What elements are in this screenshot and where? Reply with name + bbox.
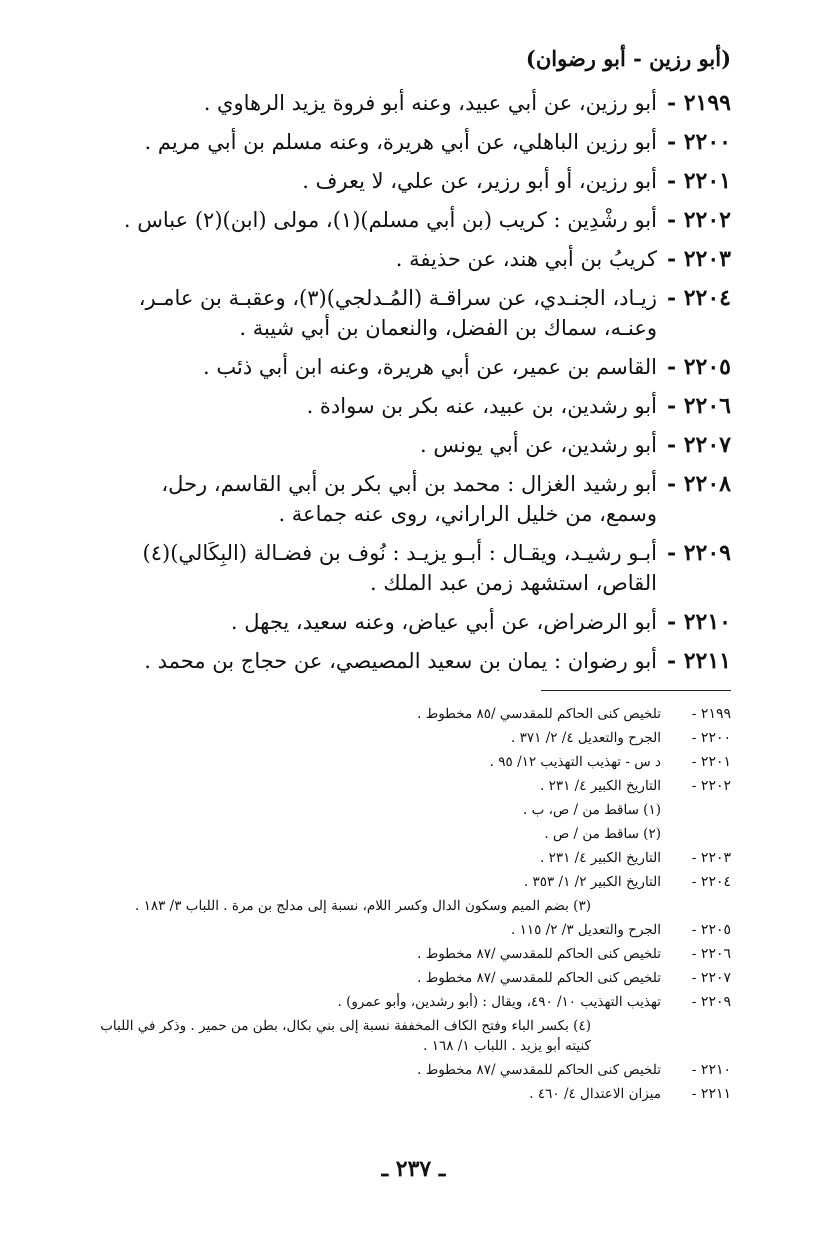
footnote-text: التاريخ الكبير ٢/ ١/ ٣٥٣ . [523, 874, 661, 890]
footnote-number: ٢٢١١ - [691, 1086, 731, 1102]
footnote-2211 [99, 1084, 731, 1104]
entry-2200 [101, 127, 731, 157]
entry-number: ٢٢٠٧ - [666, 432, 731, 458]
entry-number: ٢٢٠٢ - [666, 207, 731, 233]
entry-2208 [101, 469, 731, 529]
entry-number: ٢٢٠٩ - [666, 540, 731, 566]
entry-text: القاسم بن عمير، عن أبي هريرة، وعنه ابن أبي ذئب . [203, 355, 657, 379]
footnote-2199 [99, 704, 731, 724]
entry-number: ٢٢١٠ - [666, 609, 731, 635]
footnote-number: ٢٢٠١ - [691, 754, 731, 770]
entry-2204 [101, 283, 731, 343]
footnote-2210 [99, 1060, 731, 1080]
entry-number: ٢٢٠٣ - [666, 246, 731, 272]
entry-number: ٢٢٠٨ - [666, 471, 731, 497]
entry-text: أبو رشدين، بن عبيد، عنه بكر بن سوادة . [306, 394, 657, 418]
footnote-number: ٢٢٠٩ - [691, 994, 731, 1010]
entry-number: ٢١٩٩ - [666, 90, 731, 116]
footnote-number: ٢٢٠٠ - [691, 730, 731, 746]
subnote-3: (٣) بضم الميم وسكون الدال وكسر اللام، نسبة إلى مدلج بن مرة . اللباب ٣/ ١٨٣ . [135, 898, 591, 914]
entry-text: أبـو رشيـد، ويقـال : أبـو يزيـد : نُوف بن فضـالة (البِكَالي)(٤) القاص، استشهد زمن عبد الملك . [142, 541, 657, 595]
footnotes [99, 704, 731, 1108]
footnote-text: التاريخ الكبير ٤/ ٢٣١ . [539, 778, 661, 794]
entries-list [101, 88, 731, 685]
entry-text: أبو رشْدِين : كريب (بن أبي مسلم)(١)، مولى (ابن)(٢) عباس . [123, 208, 657, 232]
footnote-number: ٢٢٠٣ - [691, 850, 731, 866]
entry-number: ٢٢٠٥ - [666, 354, 731, 380]
entry-text: أبو رزين، أو أبو رزير، عن علي، لا يعرف . [302, 169, 657, 193]
footnote-number: ٢٢٠٤ - [691, 874, 731, 890]
footnote-number: ٢٢٠٦ - [691, 946, 731, 962]
entry-text: أبو رشيد الغزال : محمد بن أبي بكر بن أبي القاسم، رحل، وسمع، من خليل الراراني، روى عنه جماعة . [161, 472, 657, 526]
entry-2201 [101, 166, 731, 196]
footnote-text: تلخيص كنى الحاكم للمقدسي /٨٧ مخطوط . [417, 946, 661, 962]
entry-number: ٢٢٠٠ - [666, 129, 731, 155]
entry-2207 [101, 430, 731, 460]
footnote-text: تلخيص كنى الحاكم للمقدسي /٨٧ مخطوط . [417, 970, 661, 986]
entry-text: أبو رزين الباهلي، عن أبي هريرة، وعنه مسلم بن أبي مريم . [144, 130, 657, 154]
entry-2210 [101, 607, 731, 637]
subnote-2: (٢) ساقط من / ص . [544, 826, 661, 842]
footnote-2209 [99, 992, 731, 1012]
entry-text: أبو رشدين، عن أبي يونس . [420, 433, 657, 457]
footnote-text: د س - تهذيب التهذيب ١٢/ ٩٥ . [489, 754, 661, 770]
footnote-text: تلخيص كنى الحاكم للمقدسي /٨٧ مخطوط . [417, 1062, 661, 1078]
footnote-text: ميزان الاعتدال ٤/ ٤٦٠ . [529, 1086, 661, 1102]
entry-2211 [101, 646, 731, 676]
entry-number: ٢٢٠٦ - [666, 393, 731, 419]
footnote-2206 [99, 944, 731, 964]
footnote-2205 [99, 920, 731, 940]
entry-2209 [101, 538, 731, 598]
entry-text: أبو الرضراض، عن أبي عياض، وعنه سعيد، يجهل . [230, 610, 657, 634]
footnote-number: ٢١٩٩ - [691, 706, 731, 722]
entry-2199 [101, 88, 731, 118]
subnote-4: (٤) بكسر الباء وفتح الكاف المخففة نسبة إلى بني بكال، بطن من حمير . وذكر في اللباب كنيته أبو يزيد . اللباب ١/ ١٦٨ . [100, 1018, 591, 1054]
entry-number: ٢٢١١ - [666, 648, 731, 674]
footnote-divider [541, 690, 731, 691]
footnote-2207 [99, 968, 731, 988]
entry-2206 [101, 391, 731, 421]
footnote-2200 [99, 728, 731, 748]
entry-text: أبو رزين، عن أبي عبيد، وعنه أبو فروة يزيد الرهاوي . [203, 91, 657, 115]
footnote-2203 [99, 848, 731, 868]
footnote-number: ٢٢١٠ - [691, 1062, 731, 1078]
footnote-2201 [99, 752, 731, 772]
entry-text: أبو رضوان : يمان بن سعيد المصيصي، عن حجاج بن محمد . [144, 649, 657, 673]
running-header: (أبو رزين - أبو رضوان) [525, 46, 731, 71]
entry-number: ٢٢٠٤ - [666, 285, 731, 311]
subnote-1: (١) ساقط من / ص، ب . [523, 802, 661, 818]
entry-2203 [101, 244, 731, 274]
footnote-text: الجرح والتعديل ٣/ ٢/ ١١٥ . [511, 922, 661, 938]
footnote-2202 [99, 776, 731, 796]
footnote-number: ٢٢٠٢ - [691, 778, 731, 794]
page-number: ـ ٢٣٧ ـ [381, 1156, 446, 1182]
footnote-number: ٢٢٠٧ - [691, 970, 731, 986]
footnote-text: تهذيب التهذيب ١٠/ ٤٩٠، ويقال : (أبو رشدين، وأبو عمرو) . [337, 994, 661, 1010]
footnote-number: ٢٢٠٥ - [691, 922, 731, 938]
entry-2202 [101, 205, 731, 235]
entry-number: ٢٢٠١ - [666, 168, 731, 194]
footnote-text: التاريخ الكبير ٤/ ٢٣١ . [539, 850, 661, 866]
footnote-text: الجرح والتعديل ٤/ ٢/ ٣٧١ . [511, 730, 661, 746]
footnote-2204 [99, 872, 731, 892]
entry-text: كريبُ بن أبي هند، عن حذيفة . [395, 247, 657, 271]
entry-2205 [101, 352, 731, 382]
footnote-text: تلخيص كنى الحاكم للمقدسي /٨٥ مخطوط . [417, 706, 661, 722]
entry-text: زيـاد، الجنـدي، عن سراقـة (المُـدلجي)(٣)، وعقبـة بن عامـر، وعنـه، سماك بن الفضل، والنعمان بن أبي شيبة . [138, 286, 657, 340]
